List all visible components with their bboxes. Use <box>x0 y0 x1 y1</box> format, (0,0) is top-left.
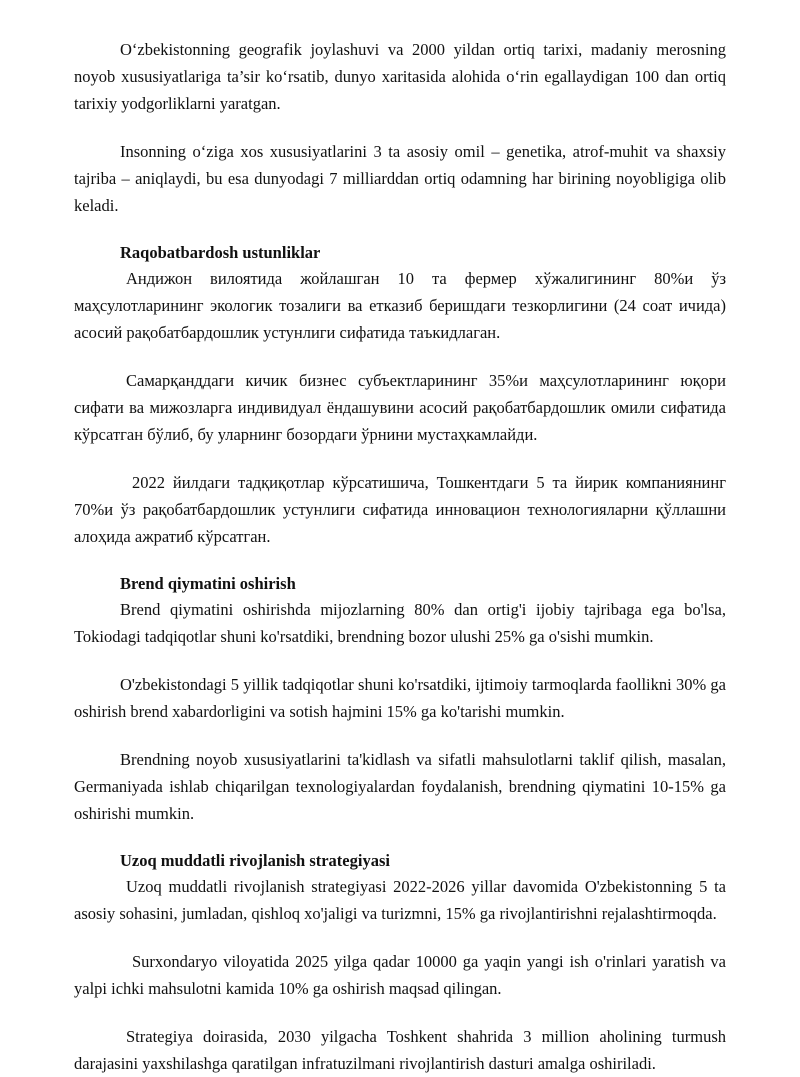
section-paragraph: Brendning noyob xususiyatlarini ta'kidlash va sifatli mahsulotlarni taklif qilish, masalan, Germaniyada ishlab chiqarilgan texnologiyalardan foydalanish, brendning qiymatini 10-15% ga oshirishi mumkin. <box>74 750 726 823</box>
section-paragraph: Surxondaryo viloyatida 2025 yilga qadar 10000 ga yaqin yangi ish o'rinlari yaratish va yalpi ichki mahsulotni kamida 10% ga oshirish maqsad qilingan. <box>74 952 726 998</box>
section-paragraph: Strategiya doirasida, 2030 yilgacha Toshkent shahrida 3 million aholining turmush darajasini yaxshilashga qaratilgan infratuzilmani rivojlantirish dasturi amalga oshiriladi. <box>74 1027 726 1073</box>
intro-paragraph: Insonning o‘ziga xos xususiyatlarini 3 ta asosiy omil – genetika, atrof-muhit va shaxsiy tajriba – aniqlaydi, bu esa dunyodagi 7 milliarddan ortiq odamning har birining noyobligiga olib keladi. <box>74 142 726 215</box>
section-paragraph: 2022 йилдаги тадқиқотлар кўрсатишича, Тошкентдаги 5 та йирик компаниянинг 70%и ўз рақобатбардошлик устунлиги сифатида инновацион технологияларни қўллашни алоҳида ажратиб кўрсатган. <box>74 473 726 546</box>
section-heading: Brend qiymatini oshirish <box>120 574 296 593</box>
intro-paragraph: O‘zbekistonning geografik joylashuvi va 2000 yildan ortiq tarixi, madaniy merosning noyob xususiyatlariga ta’sir ko‘rsatib, dunyo xaritasida alohida o‘rin egallaydigan 100 dan ortiq tarixiy yodgorliklarni yaratgan. <box>74 40 726 113</box>
section-paragraph: Brend qiymatini oshirishda mijozlarning 80% dan ortig'i ijobiy tajribaga ega bo'lsa, Tokiodagi tadqiqotlar shuni ko'rsatdiki, brendning bozor ulushi 25% ga o'sishi mumkin. <box>74 600 726 646</box>
section-paragraph: Uzoq muddatli rivojlanish strategiyasi 2022-2026 yillar davomida O'zbekistonning 5 ta asosiy sohasini, jumladan, qishloq xo'jaligi va turizmni, 15% ga rivojlantirishni rejalashtirmoqda. <box>74 877 726 923</box>
section-paragraph: O'zbekistondagi 5 yillik tadqiqotlar shuni ko'rsatdiki, ijtimoiy tarmoqlarda faollikni 30% ga oshirish brend xabardorligini va sotish hajmini 15% ga ko'tarishi mumkin. <box>74 675 726 721</box>
section-paragraph: Андижон вилоятида жойлашган 10 та фермер хўжалигининг 80%и ўз маҳсулотларининг экологик тозалиги ва етказиб беришдаги тезкорлигини (24 соат ичида) асосий рақобатбардошлик устунлиги сифатида таъкидлаган. <box>74 269 726 342</box>
section-paragraph: Самарқанддаги кичик бизнес субъектларининг 35%и маҳсулотларининг юқори сифати ва мижозларга индивидуал ёндашувини асосий рақобатбардошлик омили сифатида кўрсатган бўлиб, бу уларнинг бозордаги ўрнини мустаҳкамлайди. <box>74 371 726 444</box>
section-heading: Raqobatbardosh ustunliklar <box>120 243 321 262</box>
section-heading: Uzoq muddatli rivojlanish strategiyasi <box>120 851 390 870</box>
